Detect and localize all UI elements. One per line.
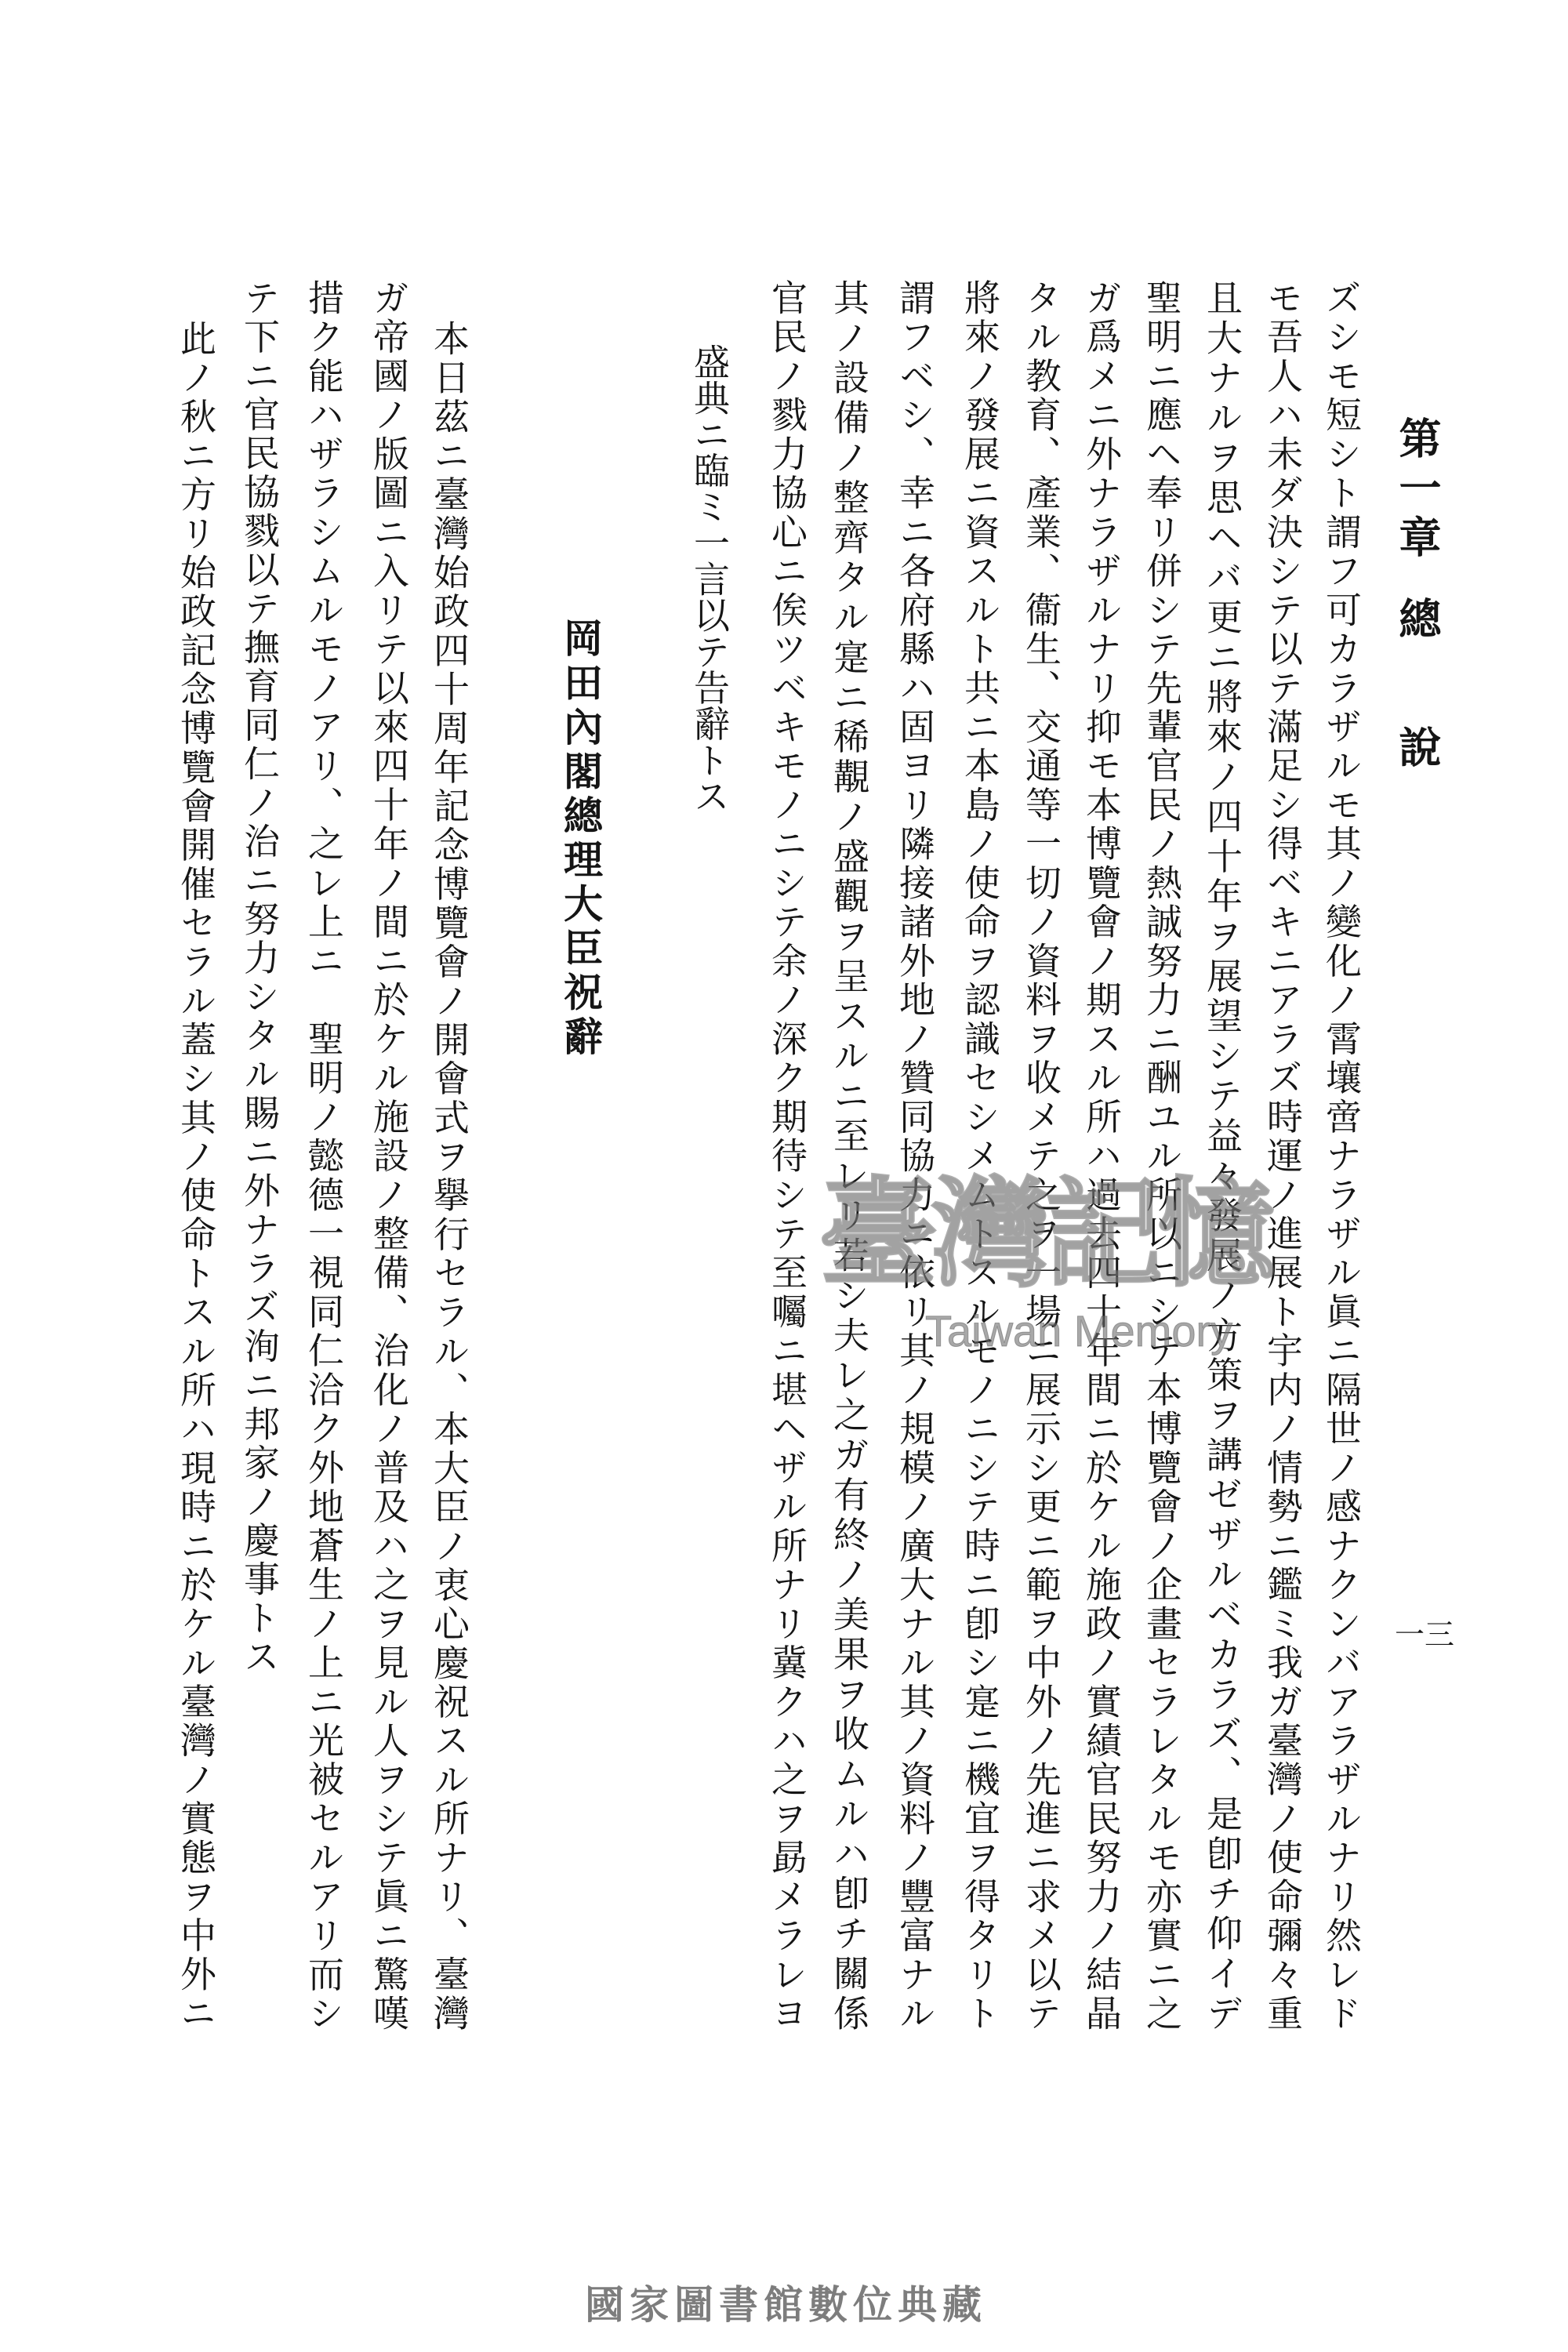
body-text-column: ガ爲メニ外ナラザルナリ抑モ本博覽會ノ期スル所ハ過去四十年間ニ於ケル施政ノ實績官民努力ノ結晶 <box>1080 279 1123 2034</box>
body-text-column: 且大ナルヲ思ヘバ更ニ將來ノ四十年ヲ展望シテ益々發展ノ方策ヲ講ゼザルベカラズ、是卽チ仰イデ <box>1201 279 1243 2034</box>
body-text-column: モ吾人ハ未ダ決シテ以テ滿足シ得ベキニアラズ時運ノ進展ト宇内ノ情勢ニ鑑ミ我ガ臺灣ノ使命彌々重 <box>1261 279 1304 2034</box>
chapter-label: 第一章 <box>1392 416 1443 564</box>
body-text-column: 謂フベシ、幸ニ各府縣ハ固ヨリ隣接諸外地ノ贊同協力ニ依リ其ノ規模ノ廣大ナル其ノ資料ノ豐富ナル <box>894 279 936 2034</box>
body-text-column: タル教育、產業、衞生、交通等一切ノ資料ヲ收メテ之ヲ一場ニ展示シ更ニ範ヲ中外ノ先進ニ求メ以テ <box>1020 279 1062 2034</box>
footer-watermark: 國家圖書館數位典藏 <box>585 2282 987 2328</box>
address-text-column: 措ク能ハザラシムルモノアリ、之レ上ニ 聖明ノ懿德一視同仁洽ク外地蒼生ノ上ニ光被セルアリ而シ <box>303 279 345 2034</box>
body-text-column: 官民ノ戮力協心ニ俟ツベキモノニシテ余ノ深ク期待シテ至囑ニ堪ヘザル所ナリ冀クハ之ヲ勗メラレヨ <box>766 279 808 2034</box>
body-text-column: 其ノ設備ノ整齊タル寔ニ稀覯ノ盛觀ヲ呈スルニ至レリ若シ夫レ之ガ有終ノ美果ヲ收ムルハ卽チ關係 <box>828 279 870 2034</box>
address-text-column: ガ帝國ノ版圖ニ入リテ以來四十年ノ間ニ於ケル施設ノ整備、治化ノ普及ハ之ヲ見ル人ヲシテ眞ニ驚嘆 <box>368 279 410 2034</box>
address-text-column: テ下ニ官民協戮以テ撫育同仁ノ治ニ努力シタル賜ニ外ナラズ洵ニ邦家ノ慶事トス <box>238 279 281 1677</box>
body-text-column: ズシモ短シト謂フ可カラザルモ其ノ變化ノ霄壤啻ナラザル眞ニ隔世ノ感ナクンバアラザルナリ然レド <box>1320 279 1363 2034</box>
address-title: 岡田內閣總理大臣祝辭 <box>557 618 604 1061</box>
body-text-column: 聖明ニ應ヘ奉リ併シテ先輩官民ノ熱誠努力ニ酬ユル所以ニシテ本博覽會ノ企畫セラレタルモ亦實ニ之 <box>1141 279 1183 2034</box>
watermark-logo-subtitle: Taiwan Memory <box>925 1306 1233 1356</box>
body-text-column: 盛典ニ臨ミ一言以テ告辭トス <box>688 343 731 815</box>
body-text-column: 將來ノ發展ニ資スルト共ニ本島ノ使命ヲ認識セシメムトスルモノニシテ時ニ卽シ寔ニ機宜ヲ得タリト <box>959 279 1001 2034</box>
address-text-column: 此ノ秋ニ方リ始政記念博覽會開催セラル蓋シ其ノ使命トスル所ハ現時ニ於ケル臺灣ノ實態ヲ中外ニ <box>175 320 217 2034</box>
address-text-column: 本日茲ニ臺灣始政四十周年記念博覽會ノ開會式ヲ擧行セラル、本大臣ノ衷心慶祝スル所ナリ、臺灣 <box>428 320 470 2034</box>
page-number: 一三 <box>1395 1617 1455 1652</box>
chapter-title: 總說 <box>1392 597 1443 854</box>
watermark-logo: 臺灣記憶 <box>819 1167 1272 1303</box>
